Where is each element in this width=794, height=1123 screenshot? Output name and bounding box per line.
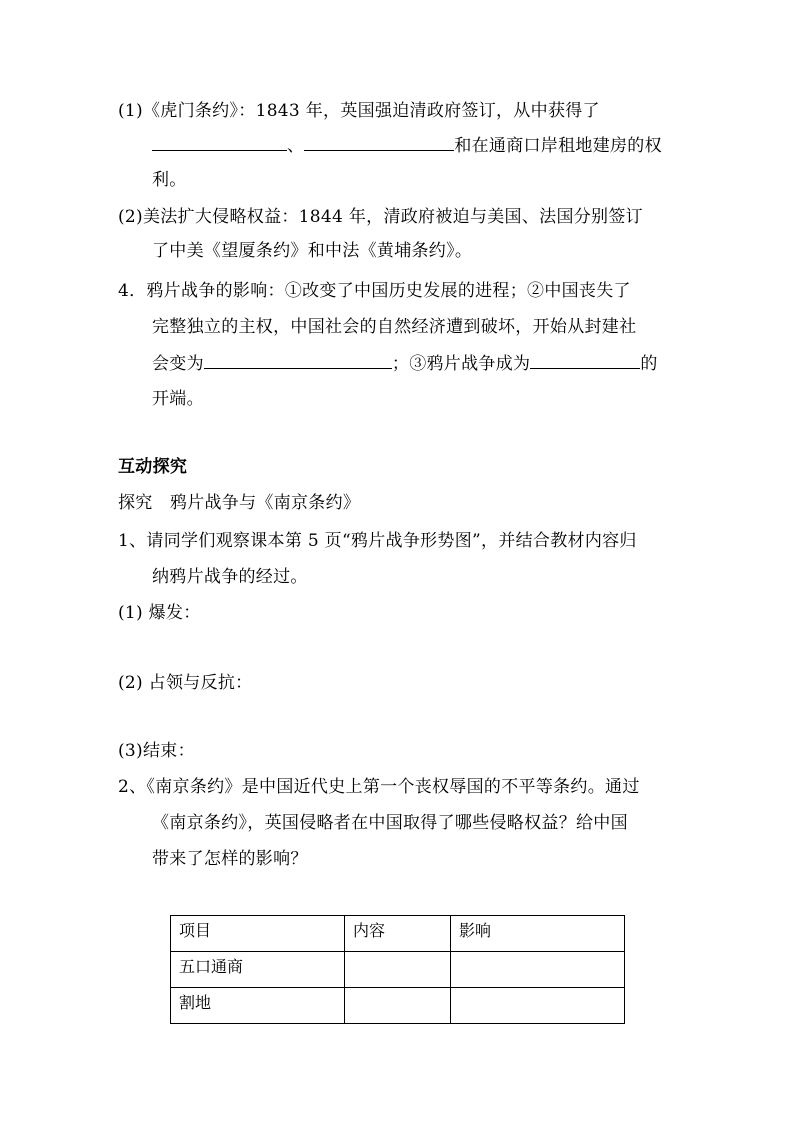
treaty-humen-line-3: 利。	[152, 170, 187, 190]
war-impact-line-4: 开端。	[152, 389, 204, 409]
us-france-line-2: 了中美《望厦条约》和中法《黄埔条约》。	[152, 241, 473, 261]
question-2-line-3: 带来了怎样的影响？	[152, 849, 308, 869]
table-cell: 割地	[171, 988, 345, 1024]
table-cell-input[interactable]	[345, 988, 451, 1024]
impact-text: ；③鸦片战争成为	[391, 354, 531, 374]
treaty-humen-line-2	[152, 134, 662, 157]
question-1-line-2: 纳鸦片战争的经过。	[152, 567, 308, 587]
answer-blank[interactable]	[152, 134, 287, 151]
question-1-outbreak: (1) 爆发：	[118, 603, 201, 623]
table-cell-input[interactable]	[451, 988, 625, 1024]
table-header-row	[171, 916, 625, 952]
table-header-cell: 内容	[345, 916, 451, 952]
question-2-line-2: 《南京条约》，英国侵略者在中国取得了哪些侵略权益？给中国	[152, 813, 628, 833]
treaty-table	[170, 915, 625, 1024]
answer-blank[interactable]	[304, 134, 454, 151]
impact-text: 会变为	[152, 354, 204, 374]
answer-blank[interactable]	[204, 352, 392, 369]
table-cell-input[interactable]	[345, 952, 451, 988]
war-impact-line-2: 完整独立的主权，中国社会的自然经济遭到破坏，开始从封建社	[152, 317, 637, 337]
question-1-occupation: (2) 占领与反抗：	[118, 673, 253, 693]
table-header-cell: 影响	[451, 916, 625, 952]
table-cell-input[interactable]	[451, 952, 625, 988]
section-subtitle: 探究 鸦片战争与《南京条约》	[118, 493, 361, 513]
answer-blank[interactable]	[530, 352, 640, 369]
table-cell: 五口通商	[171, 952, 345, 988]
separator-text: 、	[287, 136, 305, 156]
war-impact-line-1: 4．鸦片战争的影响：①改变了中国历史发展的进程；②中国丧失了	[118, 281, 631, 301]
rights-text: 和在通商口岸租地建房的权	[454, 136, 662, 156]
war-impact-line-3	[152, 352, 658, 375]
table-header-cell: 项目	[171, 916, 345, 952]
impact-text: 的	[640, 354, 658, 374]
section-title: 互动探究	[118, 457, 188, 477]
question-2-line-1: 2、《南京条约》是中国近代史上第一个丧权辱国的不平等条约。通过	[118, 777, 640, 797]
question-1-line-1: 1、请同学们观察课本第 5 页“鸦片战争形势图”，并结合教材内容归	[118, 531, 637, 551]
table-row	[171, 988, 625, 1024]
us-france-line-1: (2)美法扩大侵略权益：1844 年，清政府被迫与美国、法国分别签订	[118, 207, 643, 227]
treaty-humen-line-1: (1)《虎门条约》：1843 年，英国强迫清政府签订，从中获得了	[118, 101, 600, 121]
table-row	[171, 952, 625, 988]
question-1-end: (3)结束：	[118, 741, 195, 761]
